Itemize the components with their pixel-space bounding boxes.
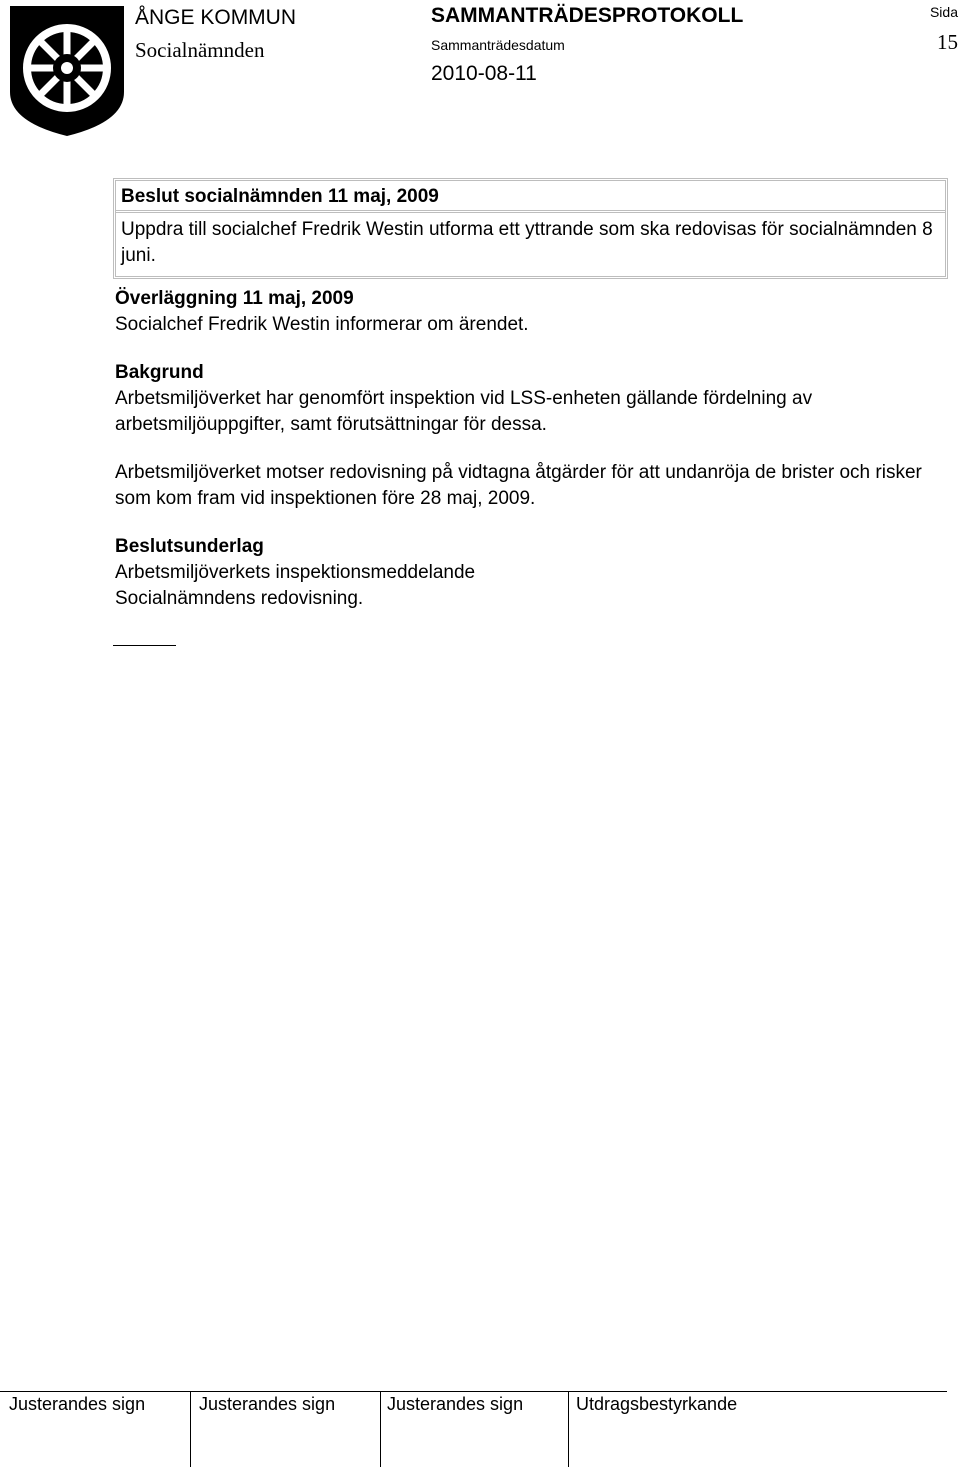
decision-box — [113, 178, 948, 279]
background-paragraph: Arbetsmiljöverket har genomfört inspektion vid LSS-enheten gällande fördelning av arbetsmiljöuppgifter, samt förutsättningar för dessa. — [115, 388, 813, 435]
end-rule — [113, 645, 176, 646]
meeting-date-label: Sammanträdesdatum — [431, 37, 565, 53]
organization-name: ÅNGE KOMMUN — [135, 6, 297, 29]
extract-certification-cell: Utdragsbestyrkande — [576, 1394, 738, 1414]
page-number: 15 — [937, 30, 958, 54]
decision-text: Uppdra till socialchef Fredrik Westin utforma ett yttrande som ska redovisas för socialnämnden 8 juni. — [121, 219, 933, 266]
page-label: Sida — [929, 4, 958, 20]
footer-rule — [0, 1391, 947, 1392]
meeting-date: 2010-08-11 — [431, 62, 537, 85]
department-name: Socialnämnden — [135, 38, 265, 62]
decision-heading: Beslut socialnämnden 11 maj, 2009 — [116, 181, 945, 213]
document-title: SAMMANTRÄDESPROTOKOLL — [431, 4, 744, 27]
background-heading: Bakgrund — [115, 362, 204, 383]
wheel-crest-icon — [8, 4, 126, 138]
signature-cell: Justerandes sign — [199, 1394, 336, 1414]
basis-item: Socialnämndens redovisning. — [115, 588, 364, 609]
basis-item: Arbetsmiljöverkets inspektionsmeddelande — [115, 562, 476, 583]
minutes-body — [115, 286, 945, 612]
basis-heading: Beslutsunderlag — [115, 536, 264, 557]
municipality-logo — [8, 4, 126, 138]
signature-cell: Justerandes sign — [387, 1394, 524, 1414]
signature-footer — [0, 1389, 947, 1469]
deliberation-heading: Överläggning 11 maj, 2009 — [115, 288, 354, 309]
signature-cell: Justerandes sign — [9, 1394, 146, 1414]
deliberation-text: Socialchef Fredrik Westin informerar om ärendet. — [115, 314, 529, 335]
background-paragraph: Arbetsmiljöverket motser redovisning på vidtagna åtgärder för att undanröja de brister och risker som kom fram vid inspektionen före 28 maj, 2009. — [115, 462, 922, 509]
